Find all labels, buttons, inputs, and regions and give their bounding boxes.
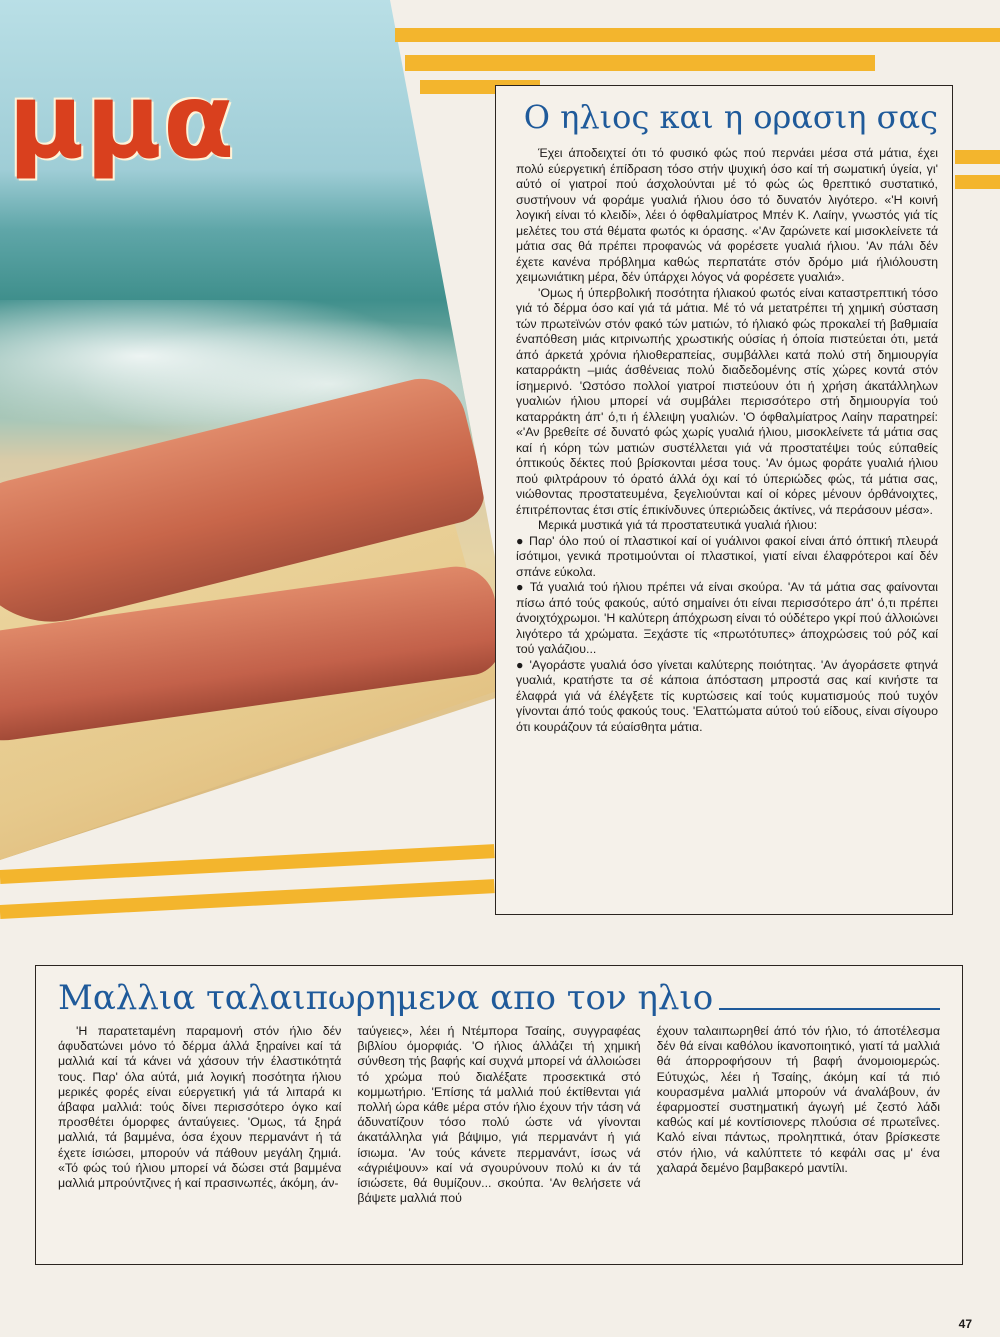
- article-sun-hair-title: Μαλλια ταλαιπωρημενα απο τον ηλιο: [58, 978, 714, 1018]
- stripe-1: [395, 28, 1000, 42]
- column-3: [657, 1024, 940, 1206]
- stripe-6: [0, 844, 495, 884]
- paragraph: Έχει άποδειχτεί ότι τό φυσικό φώς πού περνάει μέσα στά μάτια, έχει πολύ εύεργετική έπίδραση τόσο στήν ψυχική όσο καί τή σωματική ύγεία, γι' αύτό οί γιατροί πού άσχολούνται μέ τό φώς ώς θρεπτικό συστατικό, συστήνουν νά φοράμε γυαλιά ήλιου όσο τό δυνατόν λιγότερο. «'Η κοινή λογική είναι τό κλειδί», λέει ό όφθαλμίατρος Μπέν Κ. Λαίην, γνωστός γιά τίς μελέτες του στά θέματα φωτός κι όρασης. «'Αν ζαρώνετε καί μισοκλείνετε τά μάτια σας θά πρέπει προφανώς νά φορέσετε γυαλιά ήλιου. 'Αν πάλι δέν έχετε κανένα πρόβλημα καθώς περπατάτε στόν δρόμο μιά ήλιόλουστη χειμωνιάτικη μέρα, δέν ύπάρχει λόγος νά φορέσετε γυαλιά».: [516, 146, 938, 284]
- page-number: 47: [958, 1317, 972, 1331]
- column-1: [58, 1024, 341, 1206]
- stripe-7: [0, 879, 495, 919]
- article-sun-vision-body: [516, 146, 938, 735]
- column-2: [357, 1024, 640, 1206]
- bullet-item: ● Τά γυαλιά τού ήλιου πρέπει νά είναι σκούρα. 'Αν τά μάτια σας φαίνονται πίσω άπό τούς φακούς, αύτό σημαίνει ότι είναι περισσότερο άπ' ό,τι πρέπει άνοιχτόχρωμοι. 'Η καλύτερη άπόχρωση είναι τό ούδέτερο γκρί πού άλλοιώνει λιγότερο τά χρώματα. Ξεχάστε τίς «πρωτότυπες» άποχρώσεις τού ρόζ καί τού γαλάζιου...: [516, 580, 938, 656]
- bullet-item: ● Παρ' όλο πού οί πλαστικοί καί οί γυάλινοι φακοί είναι άπό όπτική πλευρά ίσότιμοι, γενικά προτιμούνται οί πλαστικοί, γιατί είναι έλαφρότεροι καί δέν σπάνε εύκολα.: [516, 533, 938, 579]
- stripe-5: [955, 175, 1000, 189]
- column-text: ταύγειες», λέει ή Ντέμπορα Τσαίης, συγγραφέας βιβλίου όμορφιάς. 'Ο ήλιος άλλάζει τή χημική σύνθεση τής βαφής καί συχνά μπορεί νά άλλοιώσει τό χρώμα πού διαλέξατε προσεκτικά στό κομμωτήριο. 'Επίσης τά μαλλιά πού έκτίθενται γιά πολλή ώρα κάθε μέρα στόν ήλιο έχουν τήν τάση νά άδυνατίζουν τόσο πολύ ώστε νά γίνονται άκατάλληλα γιά βάψιμο, γιά περμανάντ ή γιά ίσιωμα. 'Αν τούς κάνετε περμανάντ, ίσως νά «άγριέψουν» καί νά σγουρύνουν πολύ κι άν τά ίσιώσετε, θά θυμίζουν... σκούπα. 'Αν θελήσετε νά βάψετε μαλλιά πού: [357, 1024, 641, 1206]
- stripe-2: [405, 55, 875, 71]
- headline-fragment: μμα: [8, 60, 236, 182]
- title-underline: [719, 1008, 940, 1010]
- article-sun-vision: [495, 85, 953, 915]
- article-sun-hair-columns: [58, 1024, 940, 1206]
- stripe-4: [955, 150, 1000, 164]
- article-sun-hair: [35, 965, 963, 1265]
- article-sun-vision-title: Ο ηλιος και η ορασιη σας: [523, 98, 938, 136]
- column-text: 'Η παρατεταμένη παραμονή στόν ήλιο δέν άφυδατώνει μόνο τό δέρμα άλλά ξηραίνει καί τά μαλλιά καί τά κάνει νά χάσουν τήν έλαστικότητά τους. Παρ' όλα αύτά, μιά λογική ποσότητα ήλιου μερικές φορές είναι εύεργετική γιά τά λιπαρά κι άβαφα μαλλιά: τούς δίνει περισσότερο όγκο καί προσθέτει όμορφες άνταύγειες. 'Ομως, τά ξηρά μαλλιά, τά βαμμένα, όσα έχουν περμανάντ ή τά έχετε ίσιώσει, μπορούν νά πάθουν μεγάλη ζημιά. «Τό φώς τού ήλιου μπορεί νά δώσει στά βαμμένα μαλλιά μπρούντζινες ή καί πρασινωπές, άκόμη, άν-: [58, 1024, 342, 1191]
- column-text: έχουν ταλαιπωρηθεί άπό τόν ήλιο, τό άποτέλεσμα δέν θά είναι καθόλου ίκανοποιητικό, γιατί τά μαλλιά θά άπορροφήσουν τή βαφή άνομοιομερώς. Εύτυχώς, λέει ή Τσαίης, άκόμη καί τά πιό κουρασμένα μαλλιά μπορούν νά άναλάβουν, άν έφαρμοστεί συστηματική άγωγή μέ ζεστό λάδι καθώς καί μέ κοντίσιονερς πλούσια σέ πρωτεΐνες. Καλό είναι πάντως, προληπτικά, όταν βρίσκεστε στόν ήλιο, νά καλύπτετε τό κεφάλι σας μ' ένα χαλαρά δεμένο βαμβακερό μαντίλι.: [656, 1024, 940, 1175]
- bullet-item: ● 'Αγοράστε γυαλιά όσο γίνεται καλύτερης ποιότητας. 'Αν άγοράσετε φτηνά γυαλιά, κρατήστε τα σέ κάποια άπόσταση μπροστά σας καί κινήστε τα έλαφρά γιά νά έλέγξετε τίς κυρτώσεις καί τούς κυματισμούς πού τυχόν γίνονται άπό τούς φακούς τους. 'Ελαττώματα αύτού τού είδους, είναι σίγουρο ότι κουράζουν τά εύαίσθητα μάτια.: [516, 657, 938, 734]
- paragraph: 'Ομως ή ύπερβολική ποσότητα ήλιακού φωτός είναι καταστρεπτική τόσο γιά τό δέρμα όσο καί γιά τά μάτια. Μέ τό νά μετατρέπει τή χημική σύσταση τών πρωτεϊνών στόν φακό τών ματιών, τό ήλιακό φώς προκαλεί τή βαθμιαία έναπόθεση μιάς κιτρινωπής χρωστικής ούσίας ή όποία πιστεύεται ότι, μετά άπό άρκετά χρόνια ήλιοθεραπείας, συμβάλλει κατά πολύ στή δημιουργία καταρράκτη –μιάς άσθένειας πολύ διαδεδομένης στίς χώρες κοντά στόν ίσημερινό. 'Ωστόσο πολλοί γιατροί πιστεύουν ότι ή χρήση άκατάλληλων γυαλιών ήλιου μπορεί νά συμβάλει περισσότερο στή δημιουργία τού καταρράκτη άπ' ό,τι ή έλλειψη γυαλιών. 'Ο όφθαλμίατρος Λαίην παρατηρεί: «'Αν βρεθείτε σέ δυνατό φώς χωρίς γυαλιά ήλιου, μισοκλείνετε τά μάτια σας καί ή κόρη τών ματιών συστέλλεται γιά νά προστατέψει τούς εύπαθείς όπτικούς δέκτες πού βρίσκονται μέσα τους. 'Αν όμως φοράτε γυαλιά ήλιου πού φιλτράρουν τό όρατό άλλά όχι καί τό ύπεριώδες φώς, τά μάτια σας, νιώθοντας προστατευμένα, ξεγελιούνται καί οί κόρες μένουν όρθάνοιχτες, έπιτρέποντας έτσι στίς έπικίνδυνες ύπεριώδεις άκτίνες, νά περάσουν μέσα».: [516, 285, 938, 517]
- paragraph: Μερικά μυστικά γιά τά προστατευτικά γυαλιά ήλιου:: [538, 518, 818, 532]
- article-sun-hair-title-row: [58, 978, 940, 1018]
